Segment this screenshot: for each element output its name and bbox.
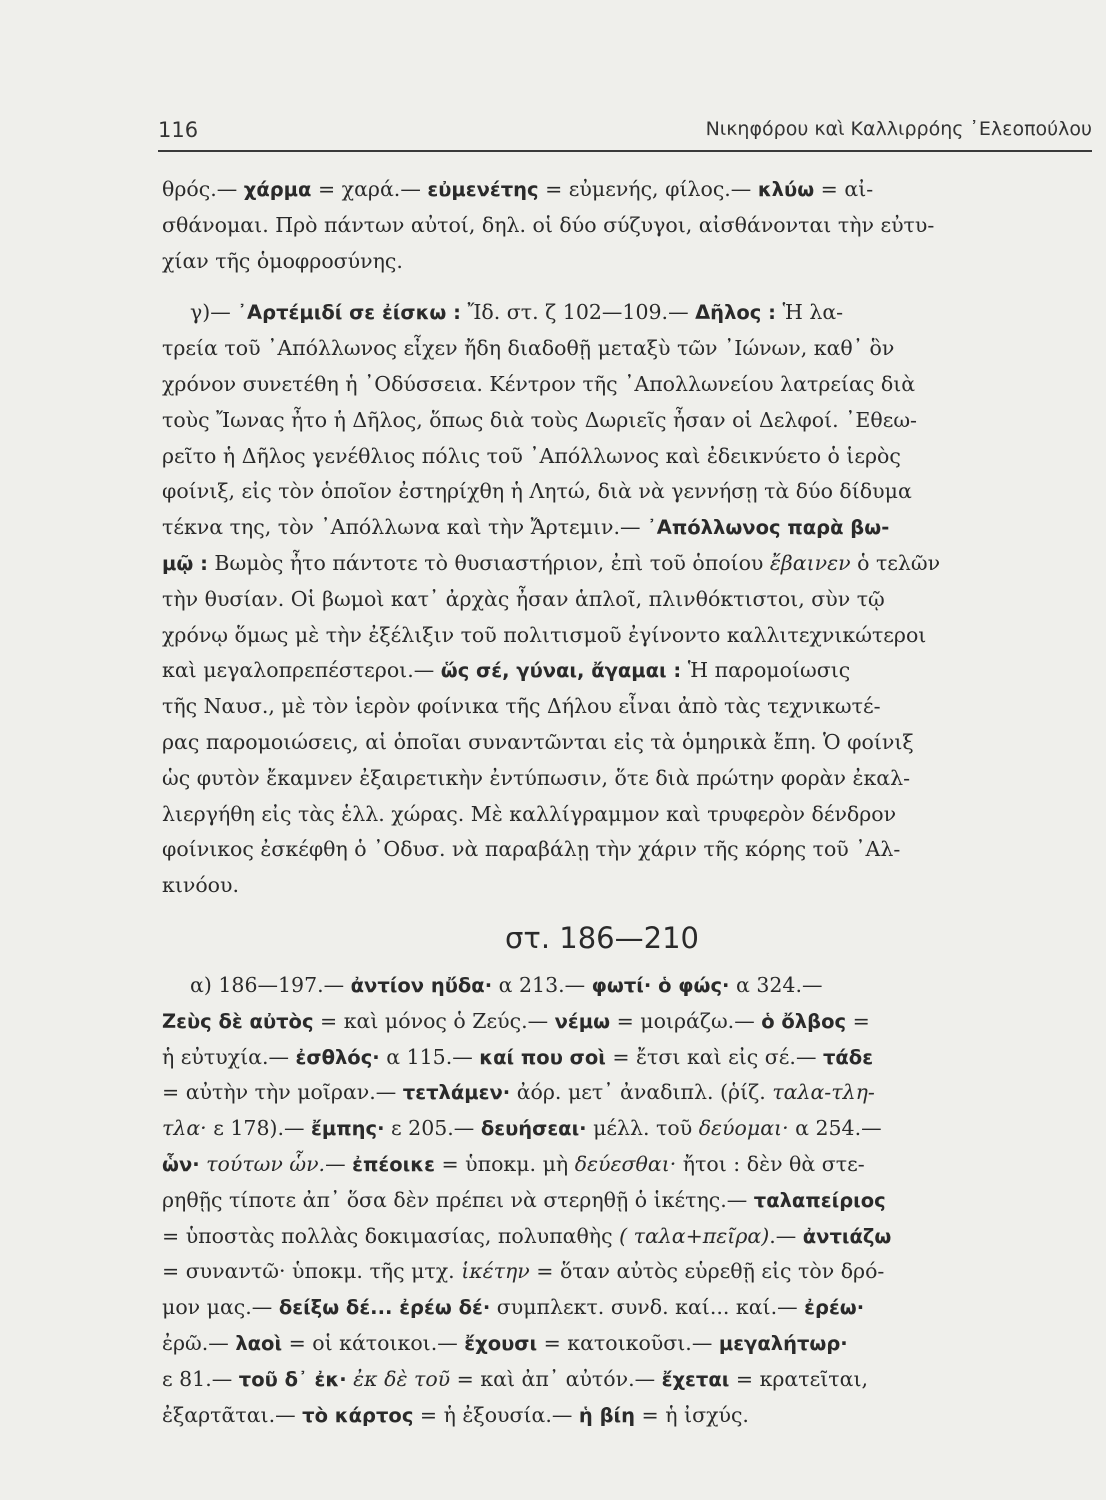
text-line: τρεία τοῦ ᾿Απόλλωνος εἶχεν ἤδη διαδοθῇ μεταξὺ τῶν ᾿Ιώνων, καθ᾿ ὃν <box>162 336 895 361</box>
text-line: καὶ μεγαλοπρεπέστεροι.— ὥς σέ, γύναι, ἄγαμαι : Ἡ παρομοίωσις <box>162 658 851 683</box>
body-text <box>162 172 1042 1433</box>
text-line: ἡ εὐτυχία.— ἐσθλός· α 115.— καί που σοὶ = ἔτσι καὶ εἰς σέ.— τάδε <box>162 1044 874 1069</box>
text-line: Ζεὺς δὲ αὐτὸς = καὶ μόνος ὁ Ζεύς.— νέμω = μοιράζω.— ὁ ὄλβος = <box>162 1008 870 1033</box>
text-line: χρόνον συνετέθη ἡ ᾿Οδύσσεια. Κέντρον τῆς ᾿Απολλωνείου λατρείας διὰ <box>162 371 916 396</box>
text-line: ὡς φυτὸν ἔκαμνεν ἐξαιρετικὴν ἐντύπωσιν, ὅτε διὰ πρώτην φορὰν ἐκαλ- <box>162 765 911 790</box>
text-line: γ)— ᾿Αρτέμιδί σε ἐίσκω : Ἴδ. στ. ζ 102—109.— Δῆλος : Ἡ λα- <box>190 300 844 325</box>
text-line: τοὺς Ἴωνας ἦτο ἡ Δῆλος, ὅπως διὰ τοὺς Δωριεῖς ἦσαν οἱ Δελφοί. ᾿Εθεω- <box>162 407 917 432</box>
text-line: τῆς Ναυσ., μὲ τὸν ἱερὸν φοίνικα τῆς Δήλου εἶναι ἀπὸ τὰς τεχνικωτέ- <box>162 694 881 719</box>
text-line: = συναντῶ· ὑποκμ. τῆς μτχ. ἱκέτην = ὅταν αὐτὸς εὑρεθῇ εἰς τὸν δρό- <box>162 1259 885 1284</box>
text-line: μῷ : Βωμὸς ἦτο πάντοτε τὸ θυσιαστήριον, ἐπὶ τοῦ ὁποίου ἔβαινεν ὁ τελῶν <box>162 550 941 575</box>
text-line: θρός.— χάρμα = χαρά.— εὐμενέτης = εὐμενής, φίλος.— κλύω = αἰ- <box>162 177 874 201</box>
text-line: τέκνα της, τὸν ᾿Απόλλωνα καὶ τὴν Ἄρτεμιν.— ᾿Απόλλωνος παρὰ βω- <box>162 515 890 540</box>
text-line: = αὐτὴν τὴν μοῖραν.— τετλάμεν· ἀόρ. μετ᾿ ἀναδιπλ. (ῥίζ. ταλα-τλη- <box>162 1080 875 1105</box>
text-line: κινόου. <box>162 873 239 898</box>
text-line: σθάνομαι. Πρὸ πάντων αὐτοί, δηλ. οἱ δύο σύζυγοι, αἰσθάνονται τὴν εὐτυ- <box>162 212 935 237</box>
text-line: ε 81.— τοῦ δ᾿ ἐκ· ἐκ δὲ τοῦ = καὶ ἀπ᾿ αὐτόν.— ἔχεται = κρατεῖται, <box>162 1366 869 1391</box>
page-number: 116 <box>158 118 199 142</box>
running-head: Νικηφόρου καὶ Καλλιρρόης ᾿Ελεοπούλου <box>705 118 1092 140</box>
text-line: φοίνικος ἐσκέφθη ὁ ᾿Οδυσ. νὰ παραβάλῃ τὴν χάριν τῆς κόρης τοῦ ᾿Αλ- <box>162 837 901 862</box>
text-line: ρας παρομοιώσεις, αἱ ὁποῖαι συναντῶνται εἰς τὰ ὁμηρικὰ ἔπη. Ὁ φοίνιξ <box>162 729 914 754</box>
text-line: α) 186—197.— ἀντίον ηὔδα· α 213.— φωτί· ὁ φώς· α 324.— <box>190 972 823 997</box>
page-header <box>158 114 1092 152</box>
text-line: χρόνῳ ὅμως μὲ τὴν ἐξέλιξιν τοῦ πολιτισμοῦ ἐγίνοντο καλλιτεχνικώτεροι <box>162 622 927 647</box>
text-line: ρηθῇς τίποτε ἀπ᾿ ὅσα δὲν πρέπει νὰ στερηθῇ ὁ ἱκέτης.— ταλαπείριος <box>162 1187 886 1212</box>
text-line: ρεῖτο ἡ Δῆλος γενέθλιος πόλις τοῦ ᾿Απόλλωνος καὶ ἐδεικνύετο ὁ ἱερὸς <box>162 443 901 468</box>
text-line: ἐρῶ.— λαοὶ = οἱ κάτοικοι.— ἔχουσι = κατοικοῦσι.— μεγαλήτωρ· <box>162 1330 848 1355</box>
text-line: χίαν τῆς ὁμοφροσύνης. <box>162 248 403 273</box>
text-line: μον μας.— δείξω δέ... ἐρέω δέ· συμπλεκτ. συνδ. καί... καί.— ἐρέω· <box>162 1295 865 1320</box>
section-heading: στ. 186—210 <box>505 920 699 955</box>
text-line: φοίνιξ, εἰς τὸν ὁποῖον ἐστηρίχθη ἡ Λητώ, διὰ νὰ γεννήσῃ τὰ δύο δίδυμα <box>162 479 912 504</box>
text-line: = ὑποστὰς πολλὰς δοκιμασίας, πολυπαθὴς ( ταλα+πεῖρα).— ἀντιάζω <box>162 1223 892 1248</box>
text-line: τλα· ε 178).— ἔμπης· ε 205.— δευήσεαι· μέλλ. τοῦ δεύομαι· α 254.— <box>162 1116 882 1141</box>
text-line: ὧν· τούτων ὧν.— ἐπέοικε = ὑποκμ. μὴ δεύεσθαι· ἤτοι : δὲν θὰ στε- <box>162 1151 865 1176</box>
text-line: τὴν θυσίαν. Οἱ βωμοὶ κατ᾿ ἀρχὰς ἦσαν ἁπλοῖ, πλινθόκτιστοι, σὺν τῷ <box>162 586 885 611</box>
text-line: λιεργήθη εἰς τὰς ἑλλ. χώρας. Μὲ καλλίγραμμον καὶ τρυφερὸν δένδρον <box>162 801 897 826</box>
text-line: ἐξαρτᾶται.— τὸ κάρτος = ἡ ἐξουσία.— ἡ βίη = ἡ ἰσχύς. <box>162 1402 749 1427</box>
